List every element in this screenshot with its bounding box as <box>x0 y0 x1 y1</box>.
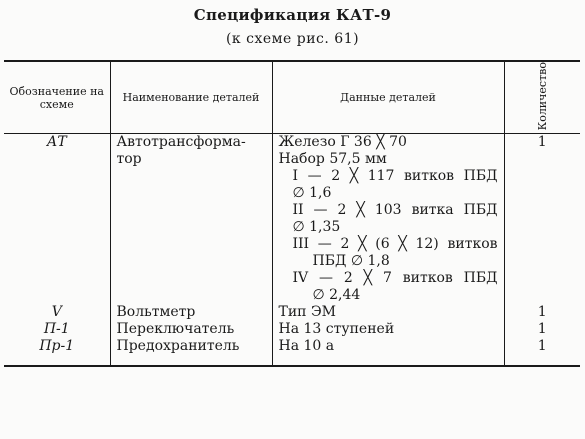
row-name: Автотрансформа-тор <box>110 134 272 305</box>
data-line: I — 2 ╳ 117 витков ПБД <box>292 168 498 185</box>
header-quantity-label: Количество <box>535 62 549 131</box>
data-line: ∅ 1,6 <box>292 185 332 202</box>
row-name: Предохранитель <box>110 338 272 366</box>
header-quantity <box>504 61 580 134</box>
data-line: IV — 2 ╳ 7 витков ПБД <box>292 270 498 287</box>
row-designation: П-1 <box>4 321 110 338</box>
data-line: ПБД ∅ 1,8 <box>312 253 390 270</box>
row-designation: Пр-1 <box>4 338 110 366</box>
table-row <box>4 321 580 338</box>
header-name: Наименование деталей <box>110 61 272 134</box>
header-data: Данные деталей <box>272 61 504 134</box>
table-row <box>4 304 580 321</box>
row-data: Тип ЭМ <box>272 304 504 321</box>
data-line: Набор 57,5 мм <box>278 151 387 168</box>
specification-table <box>4 60 580 367</box>
document-title: Спецификация КАТ-9 <box>193 6 392 24</box>
row-quantity: 1 <box>504 338 580 366</box>
row-name: Переключатель <box>110 321 272 338</box>
table-row <box>4 338 580 366</box>
data-line: III — 2 ╳ (6 ╳ 12) витков <box>292 236 498 253</box>
header-designation: Обозначение на схеме <box>4 61 110 134</box>
data-line: Железо Г 36 ╳ 70 <box>278 134 407 151</box>
row-quantity: 1 <box>504 134 580 305</box>
document-subtitle: (к схеме рис. 61) <box>225 31 360 47</box>
row-designation: V <box>4 304 110 321</box>
table-header-row <box>4 61 580 134</box>
row-designation: АТ <box>4 134 110 305</box>
row-data: На 10 а <box>272 338 504 366</box>
data-line: ∅ 1,35 <box>292 219 341 236</box>
row-quantity: 1 <box>504 321 580 338</box>
table-row <box>4 134 580 305</box>
row-name: Вольтметр <box>110 304 272 321</box>
data-line: ∅ 2,44 <box>312 287 361 304</box>
row-data: На 13 ступеней <box>272 321 504 338</box>
row-data <box>272 134 504 305</box>
row-quantity: 1 <box>504 304 580 321</box>
data-line: II — 2 ╳ 103 витка ПБД <box>292 202 498 219</box>
